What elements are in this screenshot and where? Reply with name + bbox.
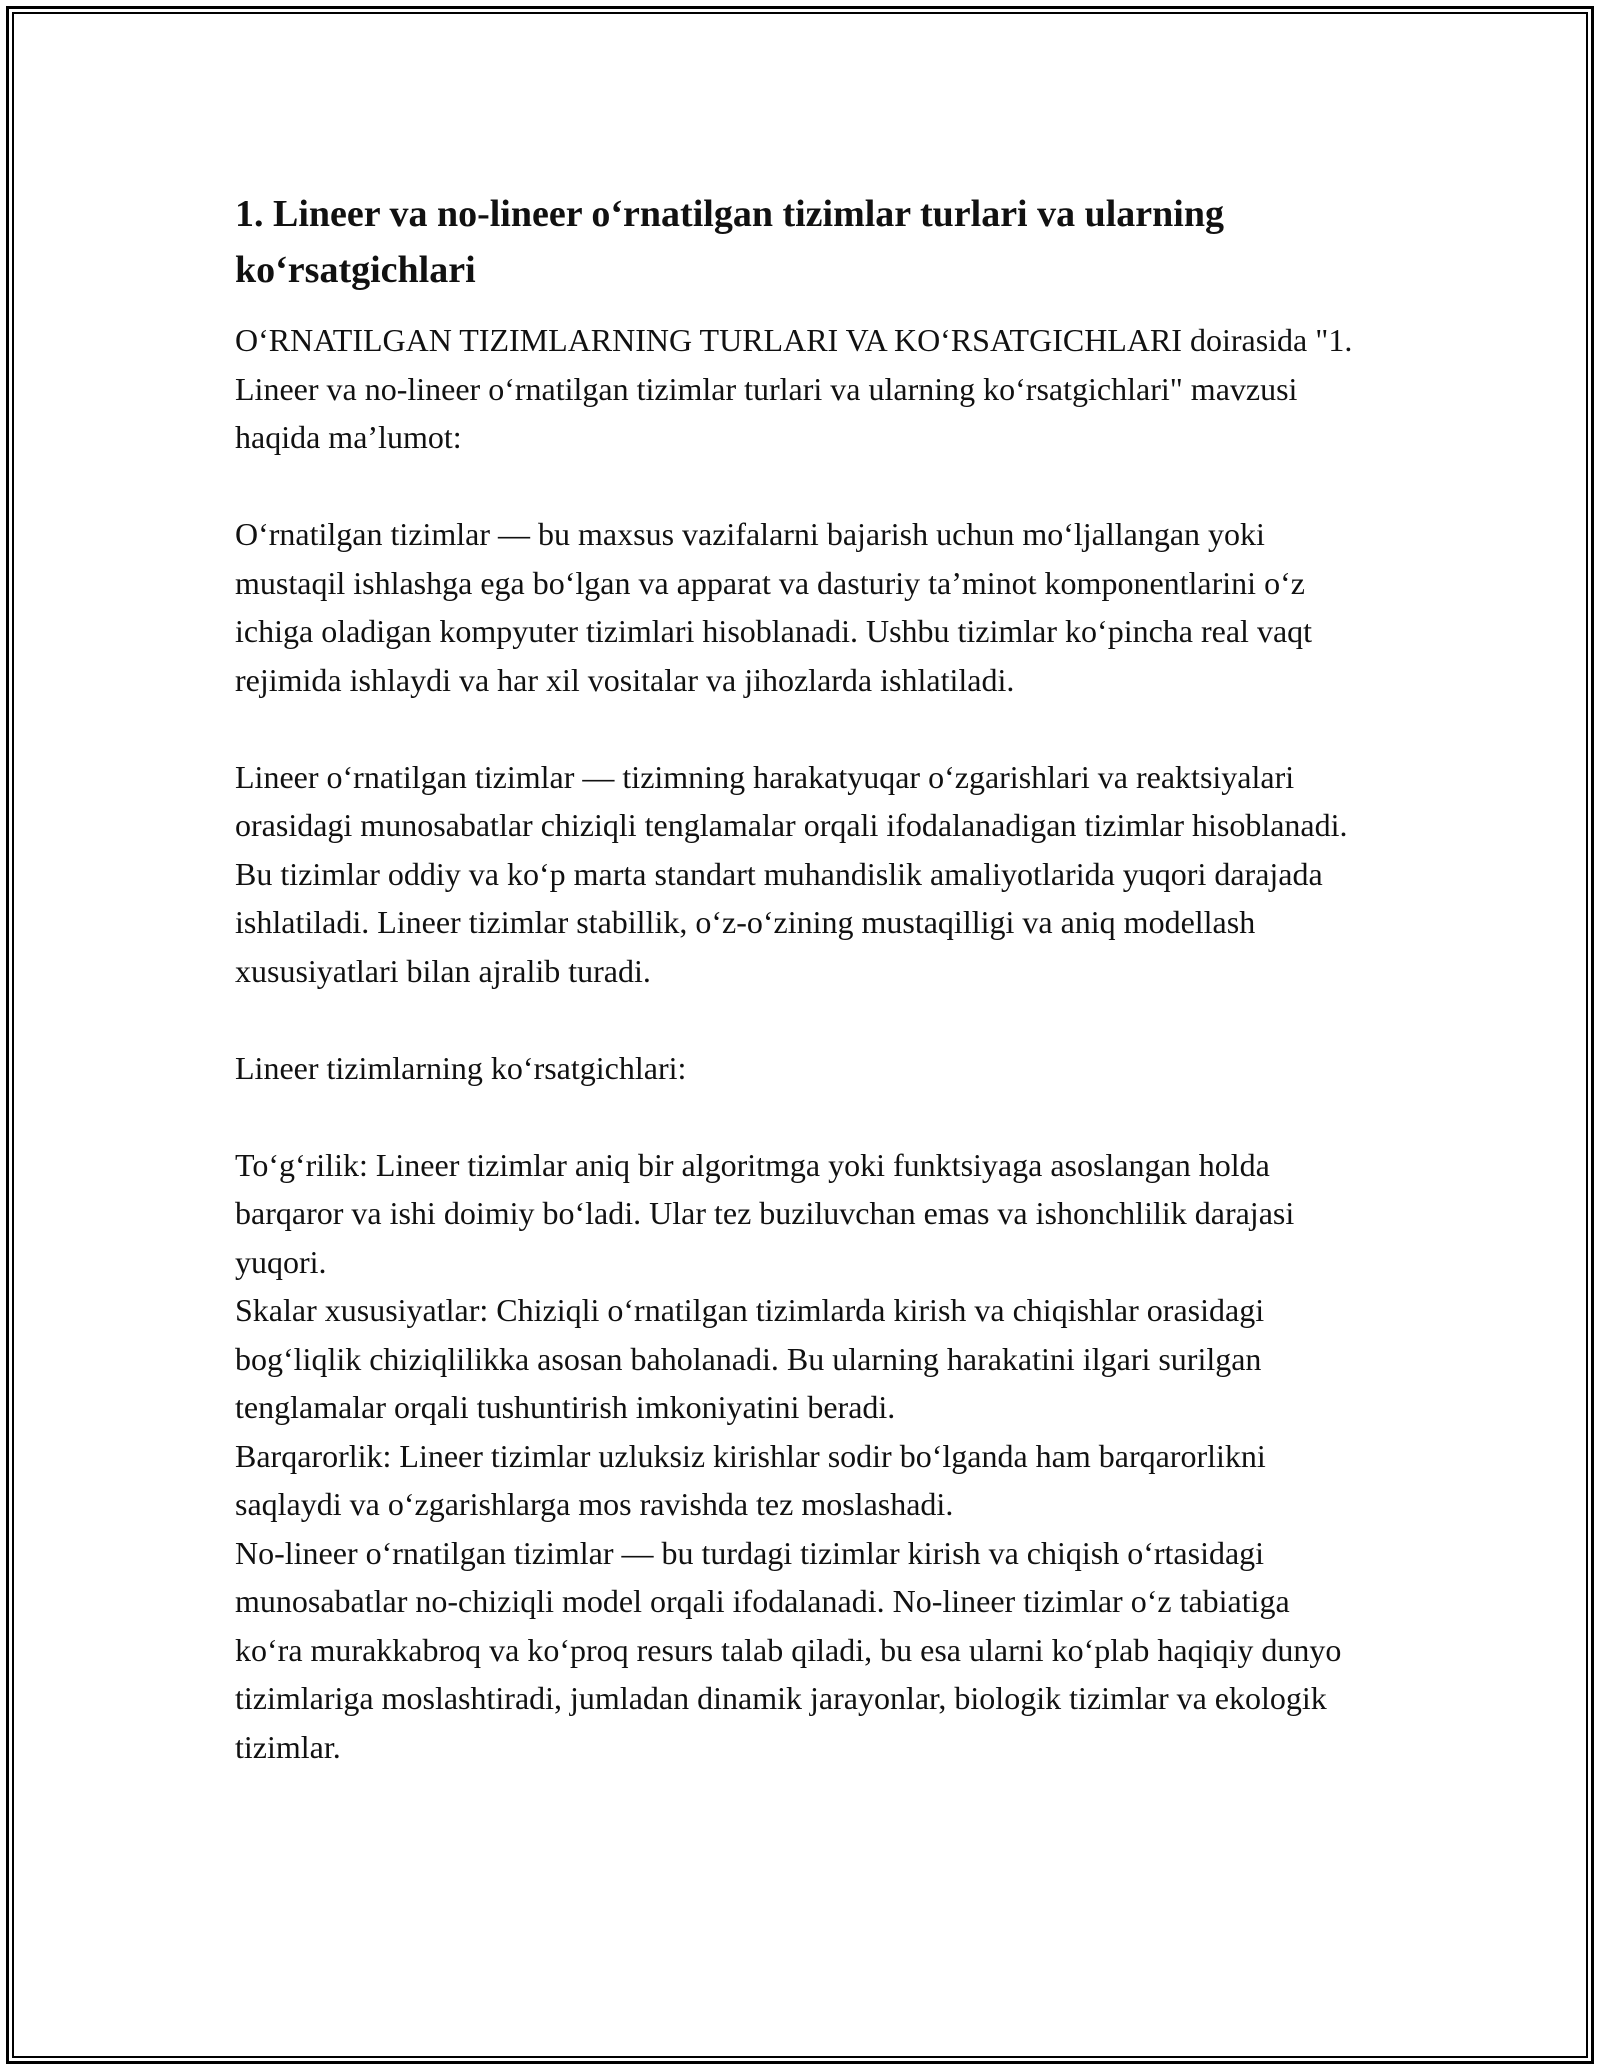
scalar-properties-paragraph: Skalar xususiyatlar: Chiziqli oʻrnatilgan tizimlarda kirish va chiqishlar orasidagi bogʻliqlik chiziqlilikka asosan baholanadi. Bu ularning harakatini ilgari surilgan tenglamalar orqali tushuntirish imkoniyatini beradi. (235, 1292, 1265, 1425)
intro-paragraph: OʻRNATILGAN TIZIMLARNING TURLARI VA KOʻRSATGICHLARI doirasida "1. Lineer va no-lineer oʻrnatilgan tizimlar turlari va ularning koʻrsatgichlari" mavzusi haqida maʼlumot: (235, 322, 1353, 455)
definition-paragraph: Oʻrnatilgan tizimlar — bu maxsus vazifalarni bajarish uchun moʻljallangan yoki mustaqil ishlashga ega boʻlgan va apparat va dasturiy taʼminot komponentlarini oʻz ichiga oladigan kompyuter tizimlari hisoblanadi. Ushbu tizimlar koʻpincha real vaqt rejimida ishlaydi va har xil vositalar va jihozlarda ishlatiladi. (235, 516, 1313, 698)
stability-paragraph: Barqarorlik: Lineer tizimlar uzluksiz kirishlar sodir boʻlganda ham barqarorlikni saqlaydi va oʻzgarishlarga mos ravishda tez moslashadi. (235, 1437, 1266, 1522)
paragraph-gap (235, 1092, 1365, 1141)
indicators-heading: Lineer tizimlarning koʻrsatgichlari: (235, 1049, 687, 1086)
accuracy-paragraph: Toʻgʻrilik: Lineer tizimlar aniq bir algoritmga yoki funktsiyaga asoslangan holda barqaror va ishi doimiy boʻladi. Ular tez buziluvchan emas va ishonchlilik darajasi yuqori. (235, 1146, 1295, 1280)
linear-systems-paragraph: Lineer oʻrnatilgan tizimlar — tizimning harakatyuqar oʻzgarishlari va reaktsiyalari orasidagi munosabatlar chiziqli tenglamalar orqali ifodalanadigan tizimlar hisoblanadi. Bu tizimlar oddiy va koʻp marta standart muhandislik amaliyotlarida yuqori darajada ishlatiladi. Lineer tizimlar stabillik, oʻz-oʻzining mustaqilligi va aniq modellash xususiyatlari bilan ajralib turadi. (235, 758, 1348, 989)
paragraph-gap (235, 704, 1365, 753)
paragraph-gap (235, 995, 1365, 1044)
document-title: 1. Lineer va no-lineer oʻrnatilgan tizimlar turlari va ularning koʻrsatgichlari (235, 193, 1225, 291)
document-body (235, 186, 1365, 1771)
nonlinear-systems-paragraph: No-lineer oʻrnatilgan tizimlar — bu turdagi tizimlar kirish va chiqish oʻrtasidagi munosabatlar no-chiziqli model orqali ifodalanadi. No-lineer tizimlar oʻz tabiatiga koʻra murakkabroq va koʻproq resurs talab qiladi, bu esa ularni koʻplab haqiqiy dunyo tizimlariga moslashtiradi, jumladan dinamik jarayonlar, biologik tizimlar va ekologik tizimlar. (235, 1534, 1342, 1765)
paragraph-gap (235, 462, 1365, 511)
